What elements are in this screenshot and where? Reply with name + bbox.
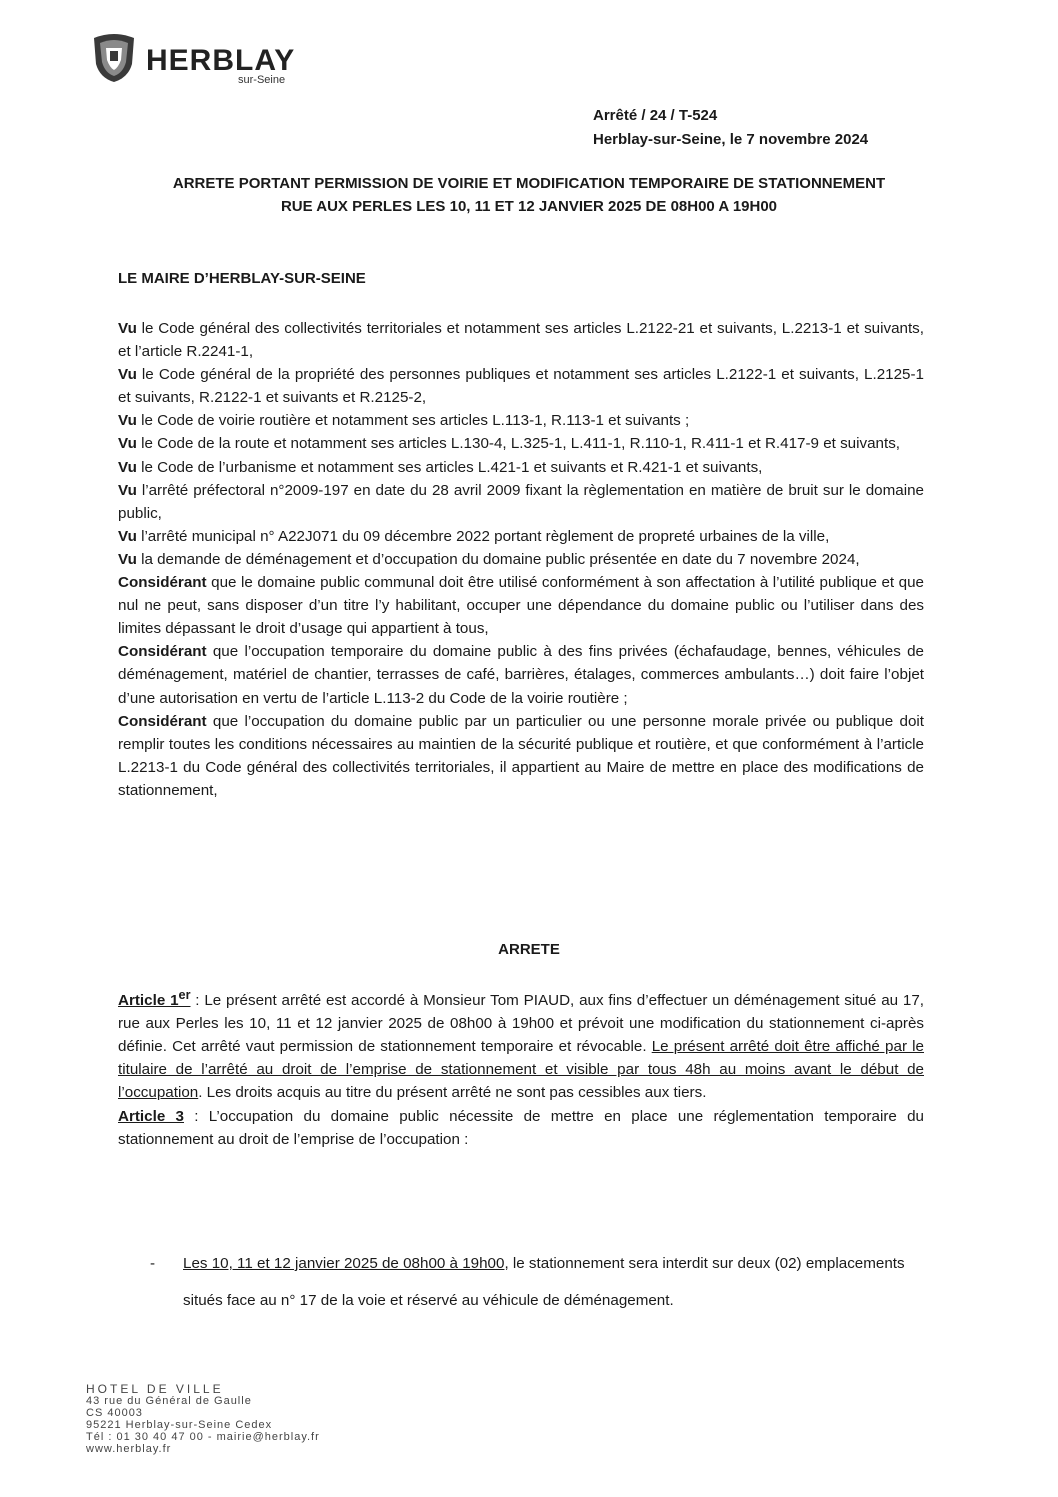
bullet-dash: - xyxy=(150,1255,156,1272)
bullet-dates: Les 10, 11 et 12 janvier 2025 de 08h00 à 19h00 xyxy=(183,1255,505,1272)
visa-lead: Vu xyxy=(118,435,137,453)
visa-lead: Vu xyxy=(118,527,137,545)
considerant-lead: Considérant xyxy=(118,643,207,661)
logo-wordmark: HERBLAY xyxy=(146,44,296,77)
visa-lead: Vu xyxy=(118,458,137,476)
visa-lead: Vu xyxy=(118,481,137,499)
visa-text: le Code général de la propriété des personnes publiques et notamment ses articles L.2122-1 et suivants, L.2125-1 et suivants, R.2122-1 et suivants et R.2125-2, xyxy=(118,366,924,407)
footer-line: CS 40003 xyxy=(86,1407,143,1419)
article-3-label: Article 3 xyxy=(118,1107,184,1125)
visa-text: le Code de la route et notamment ses articles L.130-4, L.325-1, L.411-1, R.110-1, R.411-1 et R.417-9 et suivants, xyxy=(136,435,901,453)
considerant-lead: Considérant xyxy=(118,712,207,730)
visa-paragraph xyxy=(118,363,924,409)
articles-section xyxy=(118,984,924,1151)
article-1 xyxy=(118,984,924,1105)
visa-lead: Vu xyxy=(118,550,137,568)
article-1-text-end: . Les droits acquis au titre du présent arrêté ne sont pas cessibles aux tiers. xyxy=(198,1084,707,1102)
visa-text: le Code de l’urbanisme et notamment ses articles L.421-1 et suivants et R.421-1 et suivants, xyxy=(136,458,763,476)
visa-lead: Vu xyxy=(118,412,137,430)
visa-text: le Code de voirie routière et notamment ses articles L.113-1, R.113-1 et suivants ; xyxy=(136,412,690,430)
reference-block xyxy=(593,104,868,152)
visa-text: le Code général des collectivités territoriales et notamment ses articles L.2122-21 et suivants, L.2213-1 et suivants, et l’article R.2241-1, xyxy=(118,320,924,361)
reference-number: Arrêté / 24 / T-524 xyxy=(593,107,718,124)
list-item xyxy=(150,1245,930,1319)
considerant-lead: Considérant xyxy=(118,574,207,592)
article-3 xyxy=(118,1105,924,1151)
considerant-paragraph xyxy=(118,571,924,640)
footer-line: 43 rue du Général de Gaulle xyxy=(86,1395,252,1407)
visa-text: la demande de déménagement et d’occupation du domaine public présentée en date du 7 novembre 2024, xyxy=(136,550,860,568)
visa-text: l’arrêté préfectoral n°2009-197 en date du 28 avril 2009 fixant la règlementation en matière de bruit sur le domaine public, xyxy=(118,481,924,522)
footer-contact: Tél : 01 30 40 47 00 - mairie@herblay.fr xyxy=(86,1431,320,1443)
visa-paragraph xyxy=(118,409,924,432)
considerant-paragraph xyxy=(118,710,924,802)
visa-paragraph xyxy=(118,317,924,363)
logo-subtitle: sur-Seine xyxy=(238,74,286,86)
arrete-heading: ARRETE xyxy=(498,941,560,958)
title-line-2: RUE AUX PERLES LES 10, 11 ET 12 JANVIER 2025 DE 08H00 A 19H00 xyxy=(280,198,778,215)
visa-lead: Vu xyxy=(118,320,137,337)
visa-paragraph xyxy=(118,479,924,525)
article-1-label: Article 1er xyxy=(118,988,191,1010)
visa-paragraph xyxy=(118,432,924,455)
considerant-paragraph xyxy=(118,640,924,709)
considerant-text: que l’occupation temporaire du domaine public à des fins privées (échafaudage, bennes, véhicules de déménagement, matériel de chantier, terrasses de café, barrières, étalages, commerces ambulants…) doit faire l’objet d’une autorisation en vertu de l’article L.113-2 du Code de la voirie routière ; xyxy=(118,643,924,707)
city-logo xyxy=(88,30,328,90)
visa-paragraph xyxy=(118,456,924,479)
issuer-heading: LE MAIRE D’HERBLAY-SUR-SEINE xyxy=(118,270,366,287)
considerant-text: que l’occupation du domaine public par un particulier ou une personne morale privée ou publique doit remplir toutes les conditions nécessaires au maintien de la sécurité publique et routière, et que conformément à l’article L.2213-1 du Code général des collectivités territoriales, il appartient au Maire de mettre en place des modifications de stationnement, xyxy=(118,712,924,799)
reference-date: Herblay-sur-Seine, le 7 novembre 2024 xyxy=(593,131,869,148)
visa-lead: Vu xyxy=(118,366,137,384)
visa-paragraph xyxy=(118,525,924,548)
visa-paragraph xyxy=(118,548,924,571)
document-title xyxy=(60,172,998,218)
article-3-text: : L’occupation du domaine public nécessite de mettre en place une réglementation temporaire du stationnement au droit de l’emprise de l’occupation : xyxy=(118,1107,924,1148)
article-1-text: : Le présent arrêté est accordé à Monsieur Tom PIAUD, aux fins d’effectuer un déménagement situé au 17, rue aux Perles les 10, 11 et 12 janvier 2025 de 08h00 à 19h00 et prévoit une modification du stationnement ci-après définie. Cet arrêté vaut permission de stationnement temporaire et révocable. xyxy=(118,992,925,1056)
visa-text: l’arrêté municipal n° A22J071 du 09 décembre 2022 portant règlement de propreté urbaines de la ville, xyxy=(136,527,830,545)
footer-address xyxy=(86,1383,320,1455)
title-line-1: ARRETE PORTANT PERMISSION DE VOIRIE ET MODIFICATION TEMPORAIRE DE STATIONNEMENT xyxy=(172,175,886,192)
article-1-underlined: Le présent arrêté doit être affiché par le titulaire de l’arrêté au droit de l’emprise de stationnement et visible par tous 48h au moins avant le début de l’occupation xyxy=(118,1038,924,1102)
visas-section xyxy=(118,317,924,802)
footer-line: 95221 Herblay-sur-Seine Cedex xyxy=(86,1419,273,1431)
city-crest-icon xyxy=(88,30,140,84)
bullet-body: , le stationnement sera interdit sur deux (02) emplacements situés face au n° 17 de la voie et réservé au véhicule de déménagement. xyxy=(183,1255,905,1309)
considerant-text: que le domaine public communal doit être utilisé conformément à son affectation à l’utilité publique et que nul ne peut, sans disposer d’un titre l’y habilitant, occuper une dépendance du domaine public ou l’utiliser dans des limites dépassant le droit d’usage qui appartient à tous, xyxy=(118,574,924,638)
footer-website: www.herblay.fr xyxy=(86,1443,172,1455)
bullet-text xyxy=(183,1245,930,1319)
footer-title: HOTEL DE VILLE xyxy=(86,1382,224,1396)
